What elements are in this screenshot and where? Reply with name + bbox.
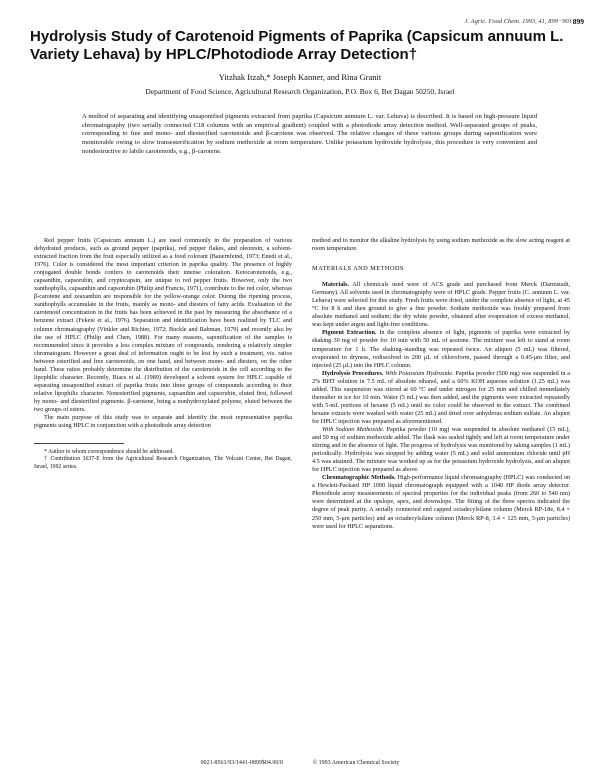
materials-label: Materials. [322, 281, 349, 289]
extraction-paragraph [312, 329, 570, 369]
hydrolysis-sublabel: With Potassium Hydroxide. [385, 369, 454, 377]
section-heading-methods: MATERIALS AND METHODS [312, 265, 404, 273]
intro-paragraph-continued: method and to monitor the alkaline hydrolysis by using sodium methoxide as the slow acting reagent at room temperature. [312, 237, 570, 253]
extraction-label: Pigment Extraction. [322, 329, 377, 337]
right-column [312, 237, 570, 531]
materials-text: All chemicals used were of ACS grade and purchased from Merck (Darmstadt, Germany). All solvents used in chromatography were of HPLC grade. Pepper fruits (C. annuum L. var. Lehava) were selected for this study. Fresh fruits were dried, under the complete absence of light, at 45 °C for 8 h and then ground to give a fine powder. Sodium methoxide was freshly prepared from absolute methanol and sodium; the dry white powder, obtained after evaporation of excess methanol, was kept under argon and light-free conditions. [312, 281, 570, 329]
left-column [34, 237, 292, 471]
author-list: Yitzhak Itzah,* Joseph Kanner, and Rina Granit [218, 72, 382, 82]
intro-paragraph-1: Red pepper fruits (Capsicum annuum L.) are used commonly in the preparation of various dehydrated products, such as ground pepper (paprika), red pepper flakes, and oleoresin, a solvent-extracted fraction from the fruit especially utilized as a food colorant (Bauernfeind, 1973; Enedi et al., 1976). Color is considered the most important criterion in paprika quality. The presence of highly conjugated double bonds confers to carotenoids their intense coloration. Ketocarotenoids, e.g., capsanthin, capsorubin, and cryptocapsin, are unique to red pepper fruits. However, only the two xanthophylls, capsanthin and capsorubin (Philip and Francis, 1971), contribute to the red color, whereas β-carotene and zeaxanthin are responsible for the yellow-orange color. During the ripening process, xanthophylls accumulate in the fruits, mainly as mono- and diesters of fatty acids. Evaluation of the carotenoid concentration in the fruits has been achieved in the past by measuring the absorbance of a benzene extract (Fekete et al., 1976). Separation and identification have been realized by TLC and column chromatography (Vinkler and Richter, 1972; Buckle and Rahman, 1979) and recently also by the use of HPLC (Philip and Chen, 1988). For many reasons, saponification of the samples is recommended since it provides a less complex mixture of compounds, rendering a relatively simpler chromatogram. However a great deal of information ought to be lost by such a treatment, viz. ratios between esterified and free carotenoids, on one hand, and between mono- and diesters, on the other hand. These ratios probably determine the distribution of the carotenoids in the cell according to the lipophilic character. Recently, Biacs et al. (1989) developed a solvent system for HPLC capable of separating unsaponified extract of paprika fruits into three groups of compounds according to their relative lipophilic character. Nonesterified pigments, capsanthin and capsorubin, eluted first, followed by mono- and diesterified pigments. β-carotene, being a nonhydroxylated polyene, eluted between the two groups of esters. [34, 237, 292, 413]
chromatography-paragraph [312, 474, 570, 530]
copyright-notice: © 1993 American Chemical Society [312, 760, 400, 766]
chrom-text: High-performance liquid chromatography (HPLC) was conducted on a Hewlett-Packard HP 1090 liquid chromatograph equipped with a 1040 HP diode array detector. Photodiode array measurements of spectral properties for the individual peaks (from 260 to 540 nm) were determined at the upslope, apex, and downslope. The fitting of the three spectra indicated the degree of peak purity. A serially connected end capped octadecylsilane column (Merck RP-18e, 8.4 × 250 mm, 5-μm particles) and an octadecylsilane column (Merck RP-8, 3.4 × 125 mm, 5-μm particles) were used for HPLC separations. [312, 474, 571, 530]
methoxide-sublabel: With Sodium Methoxide. [322, 425, 385, 433]
footnote-correspondence: * Author to whom correspondence should be addressed. [44, 449, 174, 456]
extraction-text: In the complete absence of light, pigments of paprika were extracted by shaking 30 mg of powder for 10 min with 50 mL of acetone. The mixture was left to stand at room temperature for 1 h. The shaking–standing was repeated twice. An aliquot (5 mL) was filtered, evaporated to dryness, redissolved in 200 μL of chloroform, passed through a 0.45-μm filter, and injected (25 μL) into the HPLC column. [312, 329, 571, 369]
running-head: J. Agric. Food Chem. 1993, 41, 899−901 [464, 18, 572, 25]
abstract: A method of separating and identifying unsaponified pigments extracted from paprika (Capsicum annuum L. var. Lehava) is described. It is based on high-pressure liquid chromatography (two serially connected C18 columns with an empirical gradient) coupled with a photodiode array detection method. Well-separated groups of peaks, corresponding to free and mono- and diesterified carotenoids and β-carotene was observed. The relative changes of these various groups during saponification were monitorable owing to slow transesterification by sodium methoxide at room temperature. Unlike potassium hydroxide hydrolysis, this procedure is very convenient and nondestructive to labile carotenoids, e.g., β-carotene. [82, 113, 537, 155]
hydrolysis-methoxide-paragraph [312, 426, 570, 474]
article-code: 0021-8561/93/1441-0899$04.00/0 [200, 760, 284, 766]
chrom-label: Chromatographic Methods. [322, 474, 396, 482]
hydrolysis-label: Hydrolysis Procedures. [322, 369, 384, 377]
footnote-rule [34, 443, 124, 444]
footnote-contribution: † Contribution 3637-E from the Agricultural Research Organization, The Volcani Center, Bet Dagan, Israel, 1992 series. [34, 456, 292, 470]
materials-paragraph [312, 281, 570, 329]
methoxide-text: Paprika powder (10 mg) was suspended in absolute methanol (15 mL), and 50 mg of sodium methoxide added. The flask was sealed tightly and left at room temperature under stirring and in the absence of light. The progress of hydrolysis was monitored by taking samples (1 mL) periodically. Hydrolysis was stopped by adding water (5 mL) and solid ammonium chloride until pH 4.5 was attained. The mixture was worked up as for the potassium hydroxide hydrolysis, and an aliquot for HPLC injection was prepared as above. [312, 425, 570, 474]
hydrolysis-koh-paragraph [312, 370, 570, 426]
page-number: 899 [572, 17, 584, 26]
page-footer [0, 760, 600, 766]
intro-paragraph-2: The main purpose of this study was to separate and identify the most representative paprika pigments using HPLC in conjunction with a photodiode array detection [34, 414, 292, 430]
hydrolysis-text: Paprika powder (500 mg) was suspended in a 2% BHT solution in 7.5 mL of absolute ethanol, and a 60% KOH aqueous solution (1.25 mL) was added. This suspension was stirred at 60 °C and under nitrogen for 25 min and chilled immediately thereafter in ice for 10 min. Water (5 mL) was then added, and the pigments were extracted repeatedly with 5-mL portions of hexane (5 mL) until no color could be observed in the extract. The combined hexane extracts were washed with water (25 mL) and dried over anhydrous sodium sulfate. An aliquot for HPLC injection was prepared as aforementioned. [312, 369, 570, 425]
author-affiliation: Department of Food Science, Agricultural Research Organization, P.O. Box 6, Bet Dagan 50250, Israel [145, 87, 455, 96]
article-title: Hydrolysis Study of Carotenoid Pigments of Paprika (Capsicum annuum L. Variety Lehava) by HPLC/Photodiode Array Detection† [30, 28, 564, 63]
